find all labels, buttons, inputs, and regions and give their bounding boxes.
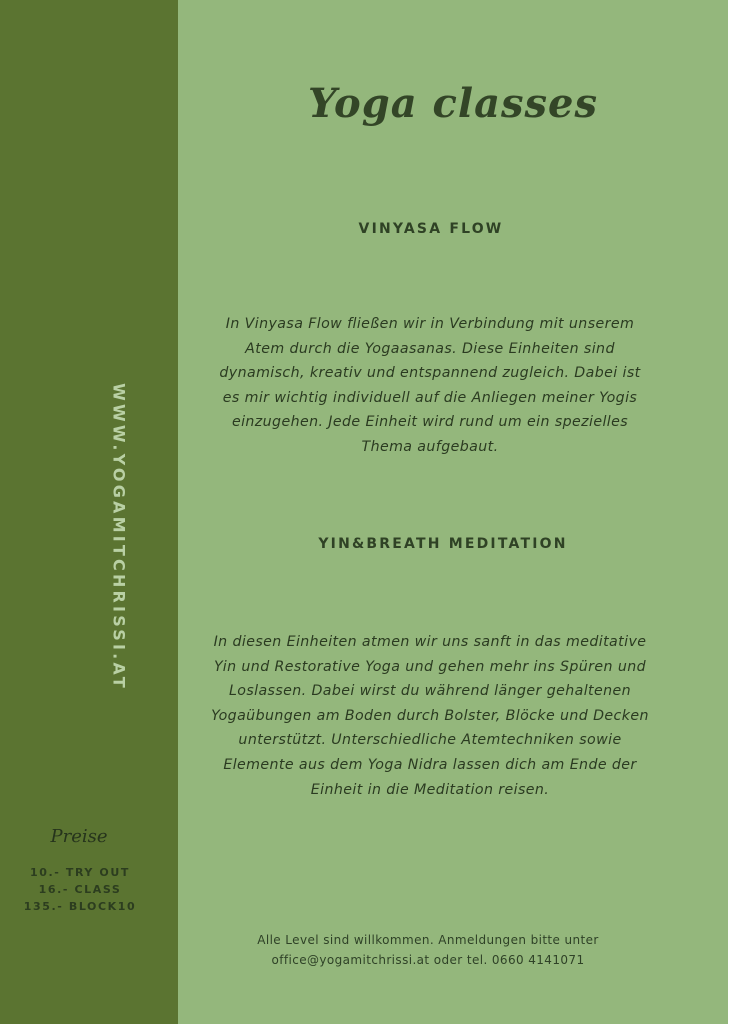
section-heading-yin: YIN&BREATH MEDITATION bbox=[318, 536, 568, 552]
price-item: 16.- CLASS bbox=[38, 883, 122, 896]
website-link[interactable]: WWW.YOGAMITCHRISSI.AT bbox=[109, 383, 129, 691]
prices-title: Preise bbox=[50, 826, 108, 847]
page-title: Yoga classes bbox=[307, 80, 599, 127]
price-item: 10.- TRY OUT bbox=[29, 866, 131, 879]
footer-line: Alle Level sind willkommen. Anmeldungen bitte unter bbox=[257, 933, 599, 947]
prices-list bbox=[0, 864, 160, 915]
main-panel bbox=[178, 0, 728, 1024]
section-heading-vinyasa: VINYASA FLOW bbox=[358, 221, 504, 237]
price-item: 135.- BLOCK10 bbox=[23, 900, 137, 913]
footer bbox=[178, 930, 678, 970]
section-text-vinyasa: In Vinyasa Flow fließen wir in Verbindung mit unserem Atem durch die Yogaasanas. Diese Einheiten sind dynamisch, kreativ und entspannend zugleich. Dabei ist es mir wichtig individuell auf die Anliegen meiner Yogis einzugehen. Jede Einheit wird rund um ein spezielles Thema aufgebaut. bbox=[219, 316, 641, 455]
footer-contact[interactable]: office@yogamitchrissi.at oder tel. 0660 4141071 bbox=[271, 953, 585, 967]
section-text-yin: In diesen Einheiten atmen wir uns sanft in das meditative Yin und Restorative Yoga und gehen mehr ins Spüren und Loslassen. Dabei wirst du während länger gehaltenen Yogaübungen am Boden durch Bolster, Blöcke und Decken unterstützt. Unterschiedliche Atemtechniken sowie Elemente aus dem Yoga Nidra lassen dich am Ende der Einheit in die Meditation reisen. bbox=[211, 634, 649, 798]
